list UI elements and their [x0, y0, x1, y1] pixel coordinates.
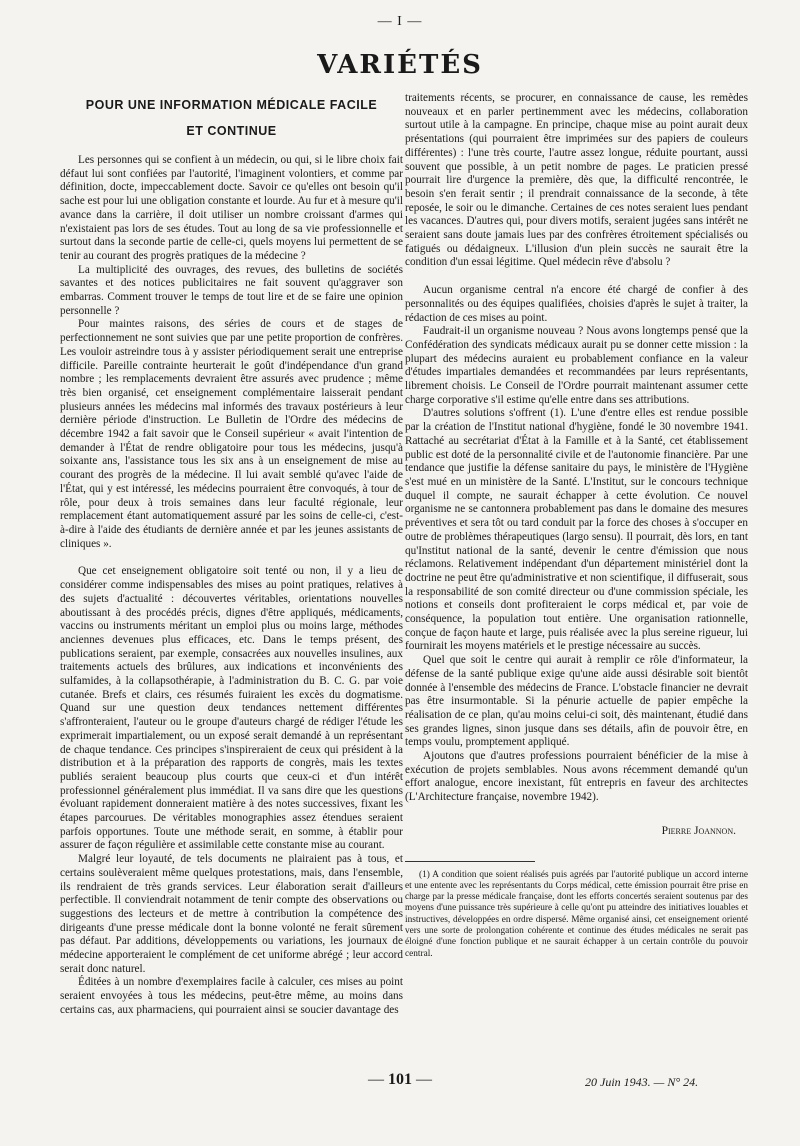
author-signature: Pierre Joannon.	[661, 824, 736, 837]
paragraph: Pour maintes raisons, des séries de cours et de stages de perfectionnement ne sont suivies que par une petite proportion de confrères. Les vouloir astreindre tous à y assister périodiquement serait une entreprise difficile. Pareille contrainte heurterait le goût d'indépendance d'un grand nombre ; les remplacements devraient être assurés avec prudence ; même très bien organisé, cet enseignement complémentaire laisserait pendant plusieurs années les médecins mal informés des travaux postérieurs à leur dernière période d'instruction. Le Bulletin de l'Ordre des médecins de décembre 1942 a fait savoir que le Conseil supérieur « avait l'intention de demander à l'État de rendre obligatoire pour tous les médecins, jusqu'à soixante ans, l'assistance tous les six ans à un enseignement de mise au courant des progrès de la médecine. Il lui avait semblé qu'avec l'aide de l'État, qui y est intéressé, les médecins pourraient être convoqués, à tour de rôle, pour deux à trois semaines dans leur faculté régionale, leur remplacement étant automatiquement assuré par les soins de celle-ci, c'est-à-dire à l'aide des étudiants de dernière année et par les jeunes assistants de cliniques ».	[60, 318, 403, 550]
paragraph: Éditées à un nombre d'exemplaires facile à calculer, ces mises au point seraient envoyées à tous les médecins, peut-être même, au moins dans certains cas, aux pharmaciens, qui pourraient ainsi se soucier davantage des	[60, 976, 403, 1016]
right-column	[405, 92, 748, 960]
footnote: (1) A condition que soient réalisés puis agréés par l'autorité publique un accord interne et une entente avec les représentants du Corps médical, cette émission pourrait être prise en charge par la presse médicale française, dont les efforts concertés seraient soutenus par des moyens d'une puissance très supérieure à celle qu'ont pu atteindre des initiatives louables et instructives, développées en ordre dispersé. Même organisé ainsi, cet enseignement orienté vers une sorte de prolongation cohérente et continue des études médicales ne serait pas éloigné d'une fonction publique et ne saurait échapper à un certain contrôle du pouvoir central.	[405, 869, 748, 959]
paragraph: Aucun organisme central n'a encore été chargé de confier à des personnalités ou des équipes qualifiées, choisies d'après le sujet à traiter, la rédaction de ces mises au point.	[405, 284, 748, 324]
paragraph: Quel que soit le centre qui aurait à remplir ce rôle d'informateur, la défense de la santé publique exige qu'une aide aussi désirable soit bientôt donnée à l'ensemble des médecins de France. L'obstacle financier ne devrait pas être insurmontable. Si la pénurie actuelle de papier empêche la réalisation de ce plan, qu'au moins celui-ci soit, dès maintenant, étudié dans ses grandes lignes, sinon jusque dans ses détails, afin de pouvoir être, en temps voulu, promptement appliqué.	[405, 654, 748, 749]
top-folio: — I —	[377, 14, 423, 29]
footnote-divider	[405, 861, 535, 862]
article-title-line-1: POUR UNE INFORMATION MÉDICALE FACILE	[85, 98, 378, 112]
article-title-line-2: ET CONTINUE	[186, 124, 277, 138]
paragraph: Faudrait-il un organisme nouveau ? Nous avons longtemps pensé que la Confédération des syndicats médicaux aurait pu se donner cette mission : la plupart des médecins auraient eu probablement confiance en la valeur d'études impartiales demandées et recommandées par leurs représentants, librement choisis. Le Conseil de l'Ordre pourrait maintenant assumer cette charge corporative s'il estime qu'elle entre dans ses attributions.	[405, 325, 748, 406]
issue-date: 20 Juin 1943. — N° 24.	[585, 1075, 699, 1089]
page-number: — 101 —	[368, 1071, 432, 1088]
left-column	[60, 92, 403, 1018]
section-title: VARIÉTÉS	[317, 50, 483, 80]
paragraph: La multiplicité des ouvrages, des revues, des bulletins de sociétés savantes et des notices publicitaires ne fait souvent qu'aggraver son embarras. Comment trouver le temps de tout lire et de se faire une opinion personnelle ?	[60, 263, 403, 317]
article-title	[60, 92, 403, 144]
paragraph: Que cet enseignement obligatoire soit tenté ou non, il y a lieu de considérer comme indispensables des mises au point pratiques, relatives à des sujets d'actualité : découvertes véritables, orientations nouvelles aboutissant à des procédés précis, dignes d'être appliqués, médicaments, vaccins ou instruments méritant un emploi plus ou moins large, méthodes anciennes devenues plus efficaces, etc. Dans le temps présent, des publications seraient, par exemple, consacrées aux nouvelles insulines, aux traitements actuels des brûlures, aux indications et inconvénients des sulfamides, à la collapsothérapie, à l'administration du B. C. G. par voie cutanée. Brefs et clairs, ces résumés fuiraient les excès du dogmatisme. Quand sur une question deux tendances nettement différentes s'affronteraient, l'auteur ou le groupe d'auteurs chargé de rédiger l'étude les exprimerait impartialement, ou un exposé serait demandé à un représentant de chaque tendance. Ces principes s'inspireraient de ceux qui président à la distribution et à la préparation des rapports de congrès, mais les textes publiés seraient beaucoup plus courts que ceux-ci et d'un intérêt professionnel généralement plus immédiat. Il va sans dire que les questions évoluant rapidement donneraient matière à des notes successives, fixant les étapes parcourues. De véritables monographies assez étendues seraient parfois opportunes. Toute une méthode serait, en somme, à établir pour assurer de façon régulière et assimilable cette constante mise au courant.	[60, 565, 403, 852]
paragraph: traitements récents, se procurer, en connaissance de cause, les remèdes nouveaux et en parler pertinemment avec les médecins, collaboration surtout utile à la campagne. En principe, chaque mise au point aurait deux présentations (qui pourraient être imprimées sur des papiers de couleurs différentes) : l'une très courte, l'autre assez longue, réduite pourtant, aussi souvent que possible, à un petit nombre de pages. Le praticien pressé pourrait lire d'urgence la première, dès que, la difficulté rencontrée, le besoin s'en ferait sentir ; il prendrait connaissance de la seconde, à tête reposée, le soir ou le dimanche. Certaines de ces notes seraient lues pendant les vacances. D'autres qui, pour divers motifs, seraient jugées sans intérêt ne seraient sans doute jamais lues par des confrères étroitement spécialisés ou fatigués ou dédaigneux. L'illusion d'un plein succès ne saurait être la condition d'un essai légitime. Quel médecin rêve d'absolu ?	[405, 92, 748, 269]
paragraph: Les personnes qui se confient à un médecin, ou qui, si le libre choix fait défaut lui sont confiées par l'autorité, l'imaginent volontiers, et comme par définition, docte, impeccablement docte. Savoir ce qu'elles ont besoin qu'il sache est pour lui une obligation constante et lourde. Au fur et à mesure qu'il avance dans la carrière, il doit utiliser un nombre croissant d'armes qui n'existaient pas lors de ses études. Tout au long de sa vie professionnelle et surtout dans la seconde partie de celle-ci, quels moyens lui permettent de se tenir au courant des progrès pratiques de la médecine ?	[60, 154, 403, 262]
page-footer	[0, 1071, 800, 1091]
page-number-value: 101	[388, 1071, 412, 1088]
paragraph: Ajoutons que d'autres professions pourraient bénéficier de la mise à exécution de projets semblables. Nous avons récemment demandé qu'un effort analogue, encore inexistant, fût entrepris en faveur des architectes (L'Architecture française, novembre 1942).	[405, 750, 748, 804]
paragraph: D'autres solutions s'offrent (1). L'une d'entre elles est rendue possible par la création de l'Institut national d'hygiène, fondé le 30 novembre 1941. Rattaché au secrétariat d'État à la Famille et à la Santé, cet établissement public est doté de la personnalité civile et de l'autonomie financière. Par une tendance que justifie la défense sanitaire du pays, le ministère de l'Hygiène s'est mué en un ministère de la Santé. L'Institut, sur le concours technique duquel il compte, ne saurait échapper à cette évolution. Ce nouvel organisme ne se cantonnera probablement pas dans le domaine des mesures préventives et sera tôt ou tard conduit par la force des choses à s'occuper en outre de problèmes thérapeutiques (largo sensu). Il pourrait, dès lors, en tant qu'Institut national de la santé, devenir le centre d'émission que nous réclamons. Relativement indépendant d'un département ministériel dont la doctrine ne peut être qu'administrative et non scientifique, il diffuserait, sous la responsabilité de son comité directeur ou d'une commission spéciale, les notions et conseils dont profiteraient le corps médical et, par voie de conséquence, la population tout entière. Une organisation rationnelle, conçue de façon haute et large, puis réalisée avec la plus sereine rigueur, lui fournirait les moyens matériels et le prestige nécessaire au succès.	[405, 407, 748, 653]
paragraph: Malgré leur loyauté, de tels documents ne plairaient pas à tous, et certains soulèveraient même quelques protestations, mais, dans l'ensemble, ils rendraient de très grands services. Leur élaboration serait d'ailleurs perfectible. Il conviendrait notamment de tenir compte des observations ou suggestions des lecteurs et de mettre à contribution la compétence des dirigeants d'une presse médicale dont la bonne volonté ne ferait sûrement pas défaut. Par additions, développements ou variations, les journaux de médecine apporteraient le complément de cet uniforme abrégé ; leur accord serait donc naturel.	[60, 853, 403, 975]
